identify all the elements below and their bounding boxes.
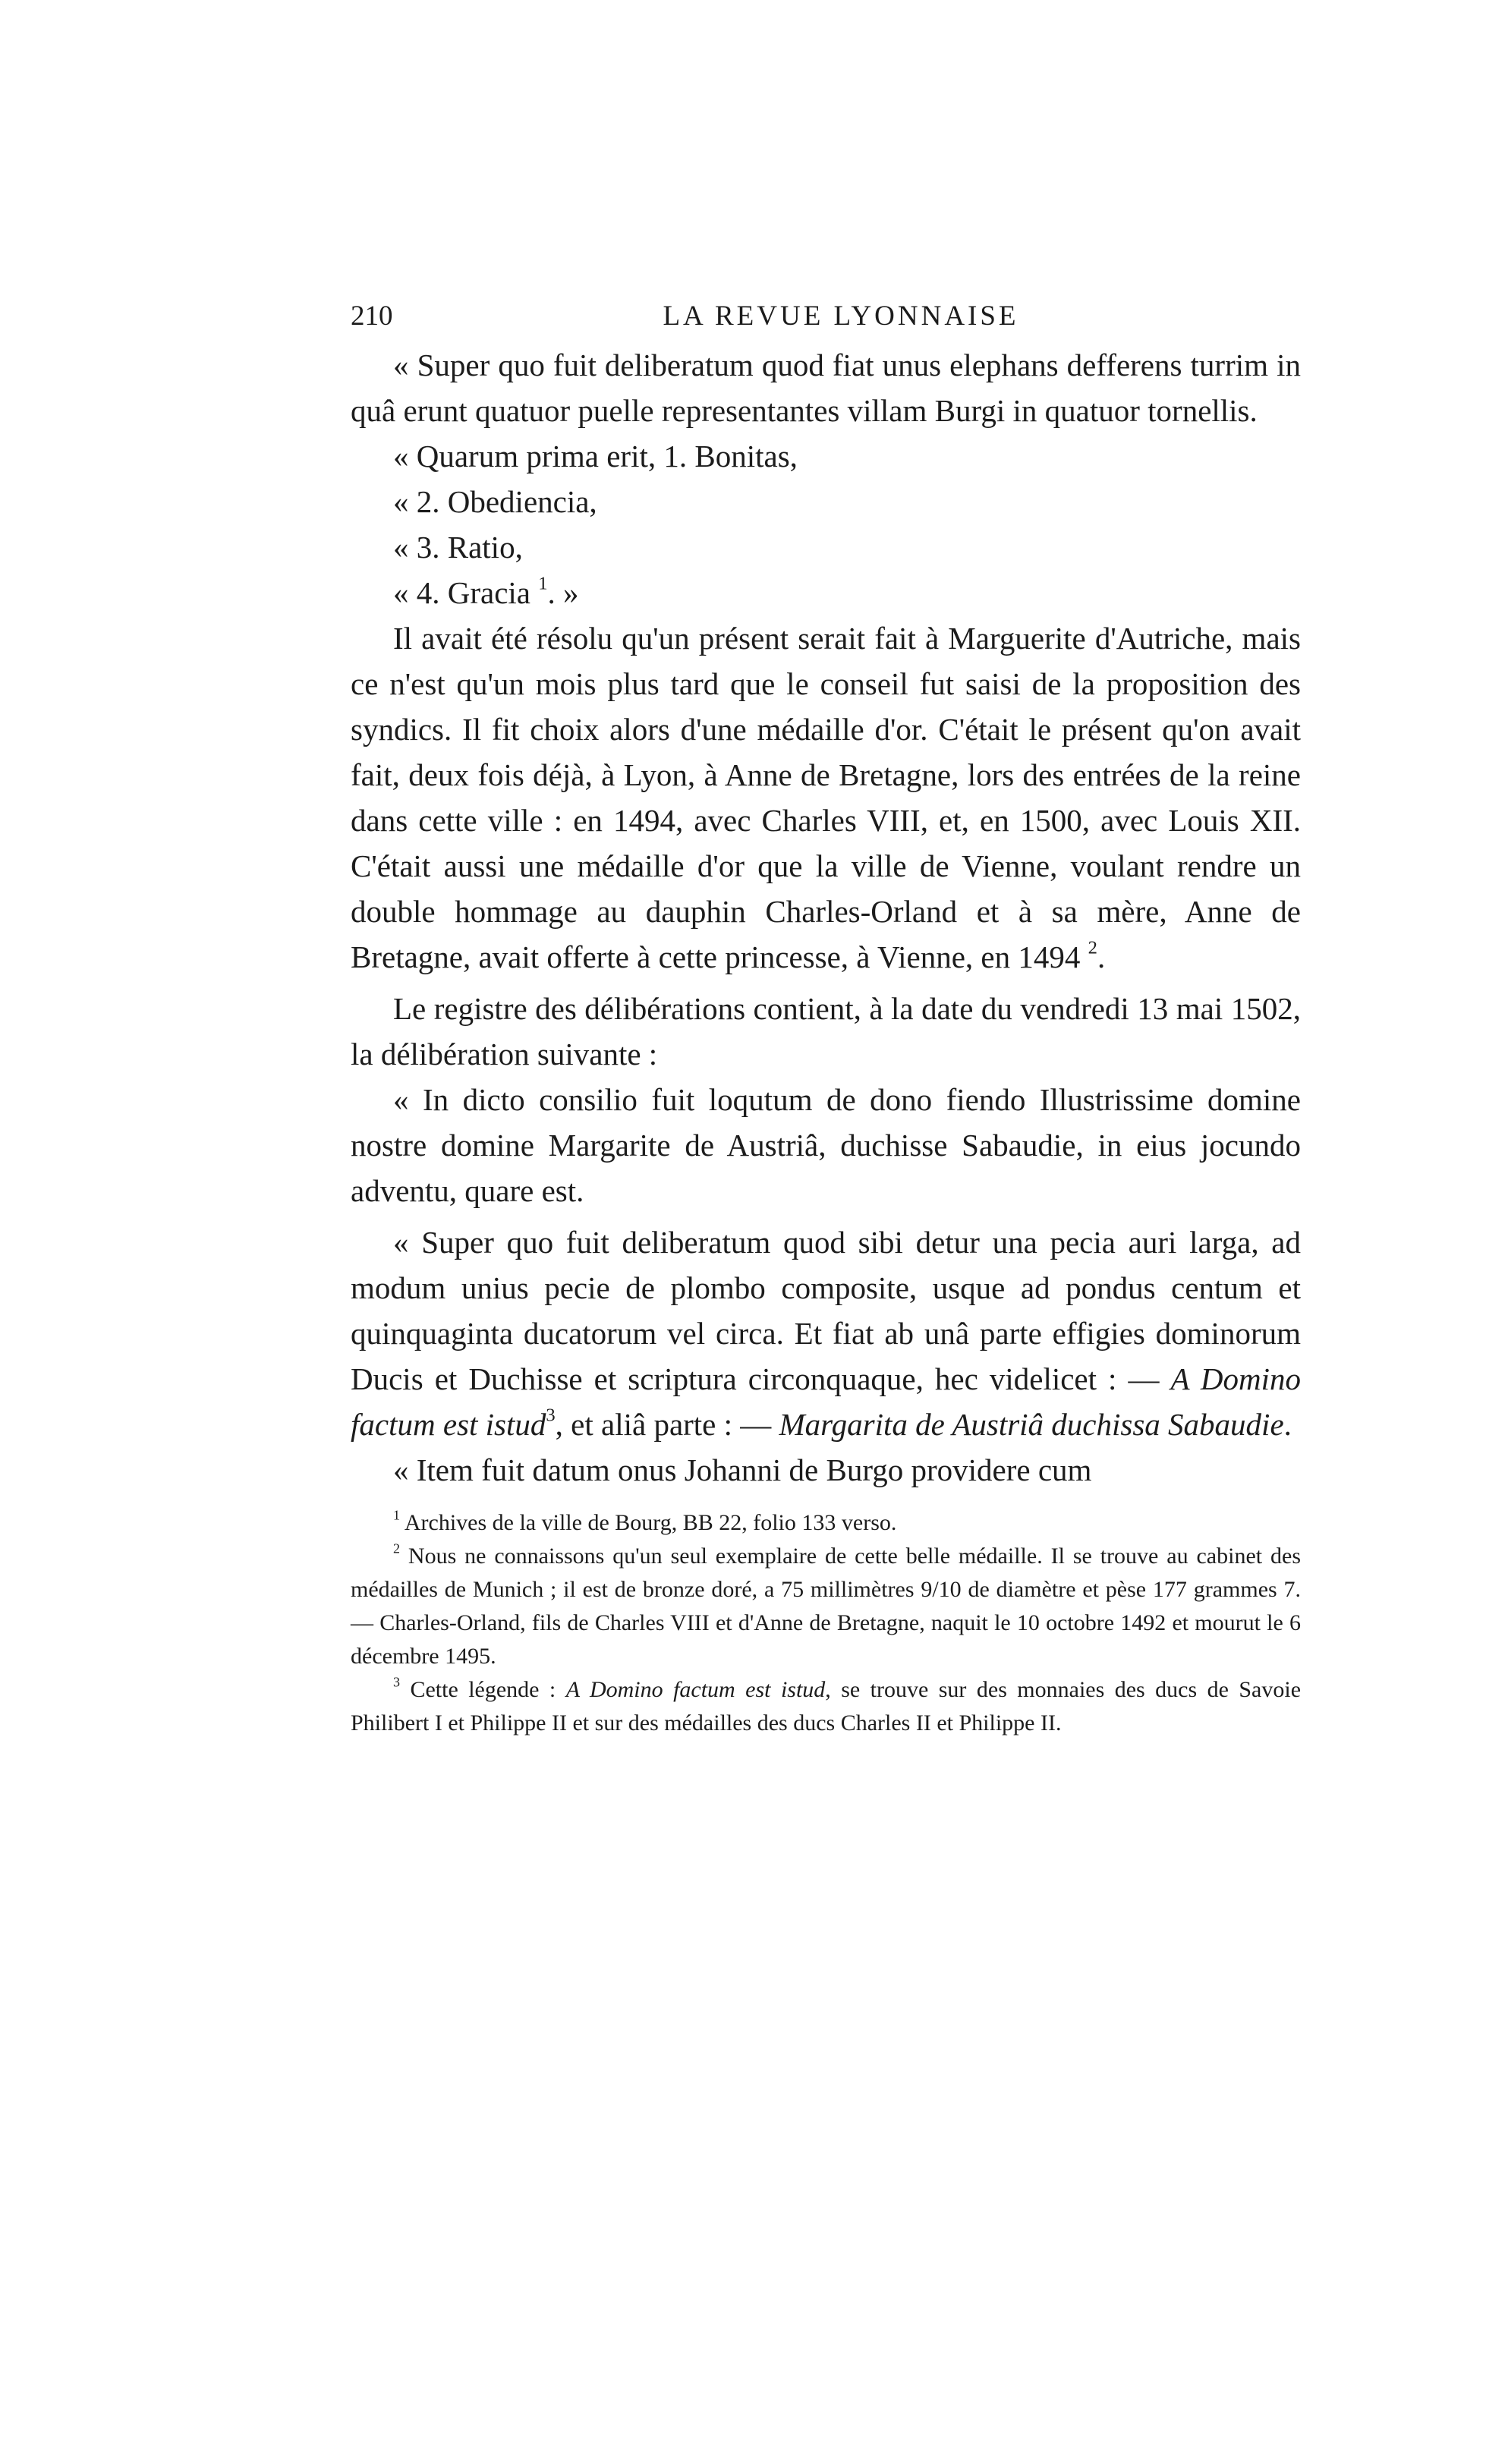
book-page — [351, 300, 1301, 1740]
footnote-text: , se trouve sur des monnaies des ducs de Savoie Philibert I et Philippe II et sur des médailles des ducs Charles II et Philippe II. — [351, 1677, 1302, 1735]
italic-text: Margarita de Austriâ duchissa Sabaudie — [779, 1407, 1284, 1442]
footnotes — [351, 1506, 1301, 1740]
text-span: , et aliâ parte : — — [555, 1407, 772, 1442]
running-title: LA REVUE LYONNAISE — [663, 301, 1019, 332]
list-item: « 3. Ratio, — [393, 530, 523, 565]
footnote-reference: 2 — [1088, 937, 1097, 958]
page-number: 210 — [351, 301, 393, 332]
footnote — [351, 1506, 1301, 1540]
footnote-reference: 1 — [538, 573, 548, 594]
paragraph: « Super quo fuit deliberatum quod fiat unus elephans defferens turrim in quâ erunt quatuor puelle representantes villam Burgi in quatuor tornellis. — [351, 348, 1301, 428]
footnote-marker: 2 — [393, 1540, 400, 1556]
paragraph: Le registre des délibérations contient, à la date du vendredi 13 mai 1502, la délibération suivante : — [351, 991, 1301, 1072]
text-span: . » — [547, 575, 579, 610]
footnote-separator — [351, 1493, 1301, 1506]
footnote-text: Cette légende : — [410, 1677, 556, 1702]
paragraph — [351, 615, 1301, 980]
text-span: . — [1097, 939, 1106, 974]
footnote-marker: 3 — [393, 1674, 400, 1690]
paragraph: « In dicto consilio fuit loqutum de dono fiendo Illustrissime domine nostre domine Margarite de Austriâ, duchisse Sabaudie, in eius jocundo adventu, quare est. — [351, 1082, 1301, 1208]
footnote-text: Archives de la ville de Bourg, BB 22, folio 133 verso. — [404, 1510, 897, 1535]
text-span: « 4. Gracia — [393, 575, 530, 610]
list-item: « 2. Obediencia, — [393, 484, 597, 519]
paragraph: « Item fuit datum onus Johanni de Burgo providere cum — [393, 1452, 1092, 1487]
italic-text: A Domino factum est istud — [565, 1677, 826, 1702]
text-span: . — [1283, 1407, 1292, 1442]
list-item: « Quarum prima erit, 1. Bonitas, — [393, 439, 798, 474]
italic-text: A Domino factum est istud — [351, 1361, 1302, 1442]
page-header — [351, 300, 1301, 342]
text-span: « Super quo fuit deliberatum quod sibi detur una pecia auri larga, ad modum unius pecie de plombo composite, usque ad pondus centum et quinquaginta ducatorum vel circa. Et fiat ab unâ parte effigies dominorum Ducis et Duchisse et scriptura circonquaque, hec videlicet : — — [351, 1225, 1301, 1396]
paragraph — [351, 1219, 1301, 1447]
text-span: Il avait été résolu qu'un présent serait fait à Marguerite d'Autriche, mais ce n'est qu'un mois plus tard que le conseil fut saisi de la proposition des syndics. Il fit choix alors d'une médaille d'or. C'était le présent qu'on avait fait, deux fois déjà, à Lyon, à Anne de Bretagne, lors des entrées de la reine dans cette ville : en 1494, avec Charles VIII, et, en 1500, avec Louis XII. C'était aussi une médaille d'or que la ville de Vienne, voulant rendre un double hommage au dauphin Charles-Orland et à sa mère, Anne de Bretagne, avait offerte à cette princesse, à Vienne, en 1494 — [351, 621, 1301, 974]
footnote-text: Nous ne connaissons qu'un seul exemplaire de cette belle médaille. Il se trouve au cabinet des médailles de Munich ; il est de bronze doré, a 75 millimètres 9/10 de diamètre et pèse 177 grammes 7. — Charles-Orland, fils de Charles VIII et d'Anne de Bretagne, naquit le 10 octobre 1492 et mourut le 6 décembre 1495. — [351, 1544, 1301, 1669]
footnote-reference: 3 — [546, 1405, 556, 1426]
footnote — [351, 1540, 1301, 1673]
main-text — [351, 342, 1301, 1493]
footnote — [351, 1673, 1301, 1740]
list-item — [351, 570, 1301, 615]
footnote-marker: 1 — [393, 1507, 400, 1523]
